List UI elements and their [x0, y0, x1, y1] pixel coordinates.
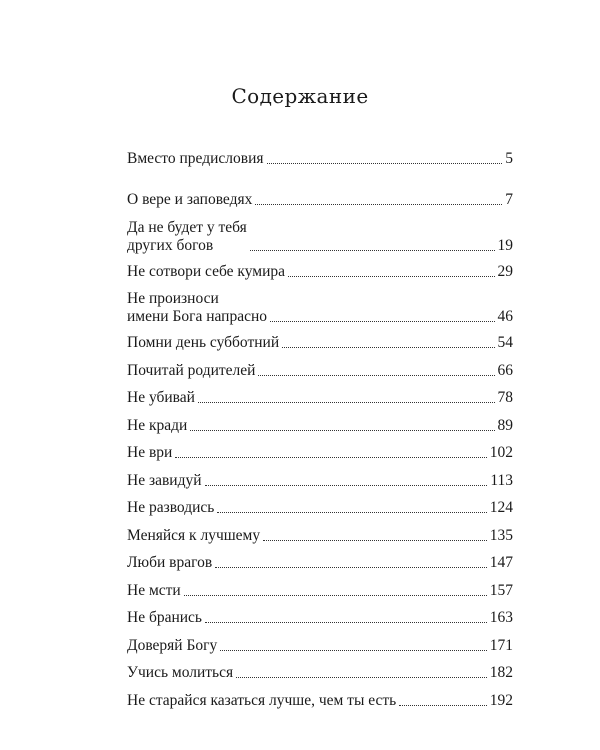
toc-entry-page: 182	[489, 664, 513, 681]
toc-entry	[127, 191, 513, 209]
toc-entry-page: 135	[489, 526, 513, 544]
toc-entry	[127, 417, 513, 435]
toc-entry-title-line: Не сотвори себе кумира	[127, 262, 286, 280]
toc-leader-dots	[255, 204, 502, 205]
toc-entry-title	[127, 637, 217, 655]
toc-entry-title	[127, 362, 255, 380]
toc-entry-page: 89	[497, 416, 513, 434]
toc-entry-page: 54	[497, 334, 513, 351]
toc-entry-page: 192	[489, 691, 513, 709]
toc-leader-dots	[205, 622, 487, 623]
toc-entry-title-line: Меняйся к лучшему	[127, 526, 261, 544]
toc-entry-title	[127, 417, 187, 435]
toc-entry-page: 102	[489, 444, 513, 461]
toc-entry-page: 147	[489, 554, 513, 571]
toc-entry-page: 7	[505, 191, 513, 208]
toc-entry-title	[127, 692, 396, 710]
toc-leader-dots	[270, 321, 494, 322]
toc-entry	[127, 692, 513, 710]
toc-leader-dots	[399, 705, 487, 706]
toc-entry-title	[127, 191, 252, 209]
toc-leader-dots	[175, 457, 486, 458]
toc-entry	[127, 582, 513, 600]
toc-leader-dots	[288, 276, 494, 277]
toc-entry-page: 171	[489, 636, 513, 654]
toc-entry	[127, 334, 513, 352]
toc-entry-title-line: Помни день субботний	[127, 334, 280, 351]
toc-entry-title	[127, 334, 279, 352]
toc-entry-title-line: Вместо предисловия	[127, 150, 264, 167]
toc-entry-title-line: Да не будет у тебя	[127, 218, 247, 236]
toc-entry	[127, 150, 513, 168]
toc-entry	[127, 609, 513, 627]
toc-leader-dots	[184, 595, 487, 596]
toc-entry	[127, 527, 513, 545]
toc-entry-title-line: Учись молиться	[127, 664, 234, 681]
toc-leader-dots	[220, 650, 487, 651]
toc-entry-title-line: Не кради	[127, 416, 188, 434]
toc-entry-page: 157	[489, 581, 513, 599]
toc-leader-dots	[258, 375, 494, 376]
toc-entry-title	[127, 389, 195, 407]
toc-entry-title	[127, 499, 214, 517]
toc-entry-title-line: Не старайся казаться лучше, чем ты есть	[127, 691, 397, 709]
toc-entry	[127, 389, 513, 407]
toc-entry	[127, 263, 513, 281]
toc-entry-page: 46	[497, 308, 513, 325]
toc-entry-title	[127, 444, 172, 462]
toc-entry-title-line: Не мсти	[127, 581, 181, 599]
toc-entry-title-line: Не ври	[127, 444, 173, 461]
toc-entry	[127, 554, 513, 572]
toc-entry-title	[127, 263, 285, 281]
toc-leader-dots	[190, 430, 494, 431]
toc-entry	[127, 472, 513, 490]
toc-entry-page: 66	[497, 361, 513, 379]
toc-entry-title-line: Люби врагов	[127, 554, 213, 571]
toc-entry-title-line: Не убивай	[127, 389, 195, 406]
toc-entry-page: 163	[489, 609, 513, 626]
toc-leader-dots	[250, 250, 495, 251]
toc-entry-title-line: других богов	[127, 236, 214, 254]
toc-entry	[127, 290, 513, 326]
toc-entry-title	[127, 290, 267, 326]
toc-entry-page: 124	[489, 499, 513, 516]
toc-leader-dots	[263, 540, 487, 541]
toc-entry-title	[127, 150, 264, 168]
toc-entry	[127, 499, 513, 517]
toc-entry-title-line: Не завидуй	[127, 471, 202, 489]
toc-entry-title-line: Не разводись	[127, 499, 215, 516]
toc-entry-page: 5	[505, 150, 513, 167]
toc-entry	[127, 664, 513, 682]
toc-entry-title-line: О вере и заповедях	[127, 191, 253, 208]
toc-entry	[127, 444, 513, 462]
toc-entry-title-line: имени Бога напрасно	[127, 308, 268, 325]
toc-entry-page: 78	[497, 389, 513, 406]
toc-entry-title	[127, 664, 233, 682]
toc-entry-title-line: Почитай родителей	[127, 361, 256, 379]
toc-leader-dots	[236, 677, 487, 678]
page-title: Содержание	[231, 84, 369, 108]
toc-leader-dots	[205, 485, 488, 486]
toc-entry	[127, 637, 513, 655]
toc-leader-dots	[198, 402, 495, 403]
toc-entry-page: 113	[490, 471, 513, 489]
toc-entry-title	[127, 609, 202, 627]
toc-entry-page: 29	[497, 262, 513, 280]
toc-leader-dots	[282, 347, 494, 348]
toc-entry	[127, 219, 513, 255]
toc-entry-title	[127, 582, 181, 600]
toc-entry	[127, 362, 513, 380]
toc-entry-title	[127, 554, 212, 572]
toc-entry-title-line: Не бранись	[127, 609, 203, 626]
toc-entry-title	[127, 219, 247, 255]
table-of-contents	[127, 150, 513, 719]
toc-entry-page: 19	[497, 236, 513, 254]
toc-entry-title-line: Не произноси	[127, 290, 219, 307]
toc-leader-dots	[217, 512, 486, 513]
toc-entry-title	[127, 472, 202, 490]
toc-entry-title-line: Доверяй Богу	[127, 636, 218, 654]
toc-leader-dots	[267, 163, 503, 164]
toc-leader-dots	[215, 567, 487, 568]
toc-entry-title	[127, 527, 260, 545]
